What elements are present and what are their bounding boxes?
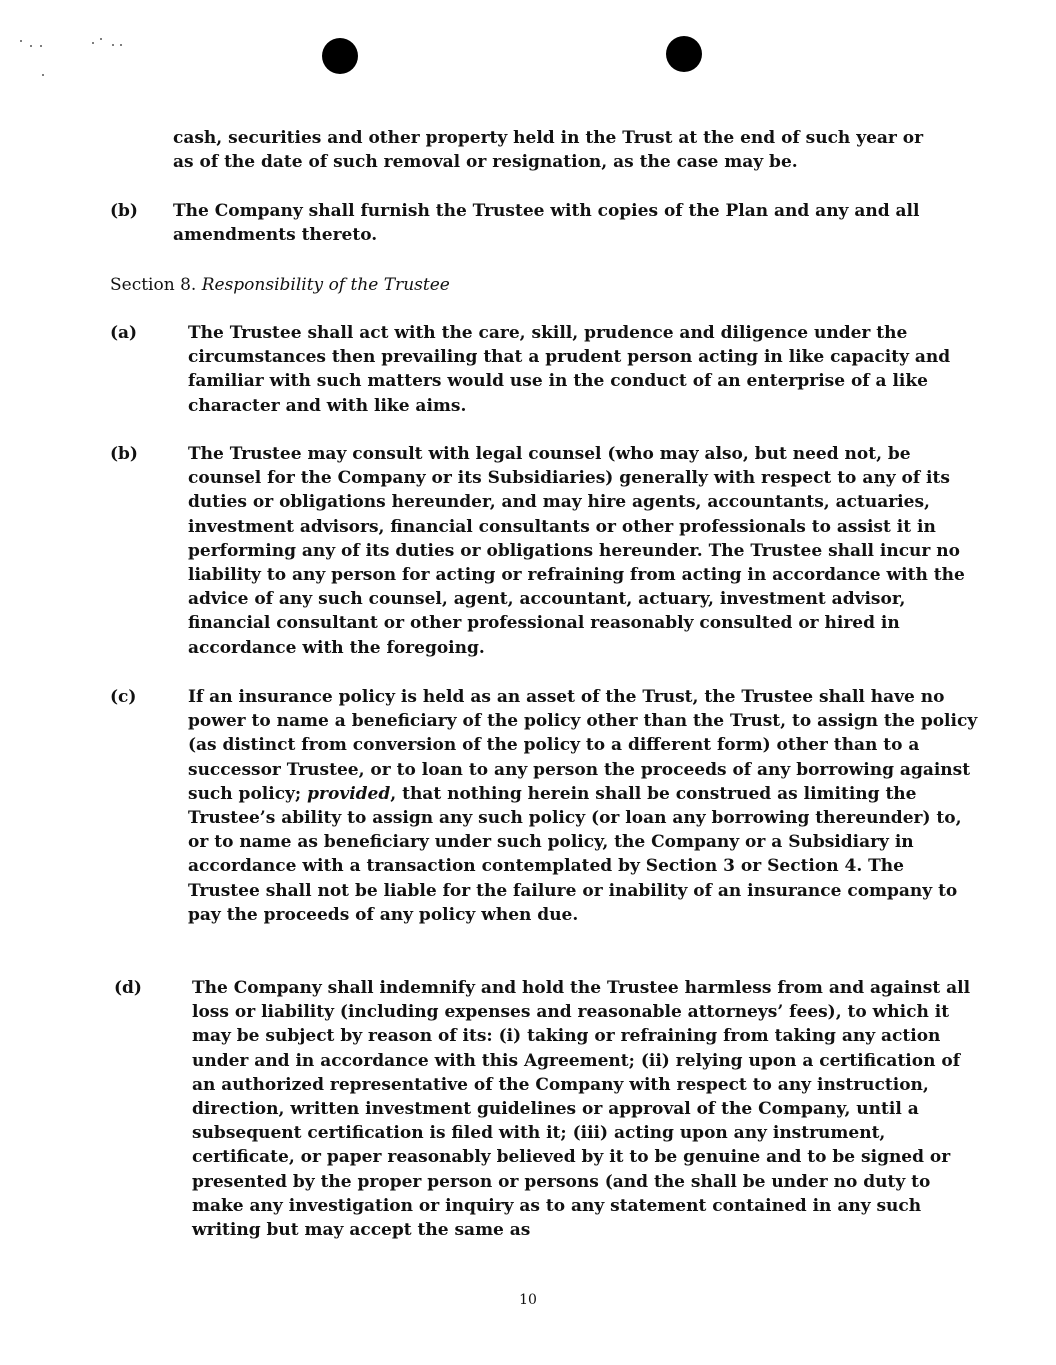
item-text: The Company shall furnish the Trustee with copies of the Plan and any and all amendments thereto. xyxy=(173,201,920,246)
scan-speck xyxy=(30,45,32,47)
continuation-paragraph xyxy=(173,126,973,174)
item-text-italic: provided xyxy=(307,783,391,804)
item-text: The Trustee may consult with legal counsel (who may also, but need not, be counsel for the Company or its Subsidiaries) generally with respect to any of its duties or obligations hereunder, and may hire agents, accountants, actuaries, investment advisors, financial consultants or other professionals to assist it in performing any of its duties or obligations hereunder. The Trustee shall incur no liability to any person for acting or refraining from acting in accordance with the advice of any such counsel, agent, accountant, actuary, investment advisor, financial consultant or other professional reasonably consulted or hired in accordance with the foregoing. xyxy=(188,444,965,658)
item-label: (c) xyxy=(110,687,137,707)
page-number: 10 xyxy=(519,1292,537,1308)
item-text: The Company shall indemnify and hold the Trustee harmless from and against all loss or liability (including expenses and reasonable attorneys’ fees), to which it may be subject by reason of its: (i) taking or refraining from taking any action under and in accordance with this Agreement; (ii) relying upon a certification of an authorized representative of the Company with respect to any instruction, direction, written investment guidelines or approval of the Company, until a subsequent certification is filed with it; (iii) acting upon any instrument, certificate, or paper reasonably believed by it to be genuine and to be signed or presented by the proper person or persons (and the shall be under no duty to make any investigation or inquiry as to any statement contained in any such writing but may accept the same as xyxy=(192,978,971,1241)
punch-hole-left xyxy=(322,38,358,74)
section-title: Responsibility of the Trustee xyxy=(201,275,450,295)
scan-speck xyxy=(120,44,122,46)
continuation-line-1: cash, securities and other property held in the Trust at the end of such year or xyxy=(173,128,924,148)
item-text-part: , that nothing herein shall be construed as limiting the Trustee’s ability to assign any such policy (or loan any borrowing thereunder) to, or to name as beneficiary under such policy, the Company or a Subsidiary in accordance with a transaction contemplated by Section 3 or Section 4. The Trustee shall not be liable for the failure or inability of an insurance company to pay the proceeds of any policy when due. xyxy=(188,783,962,925)
section-heading xyxy=(110,273,450,297)
item-label: (b) xyxy=(110,201,138,221)
scan-speck xyxy=(40,45,42,47)
scan-speck xyxy=(92,42,94,44)
section-number: Section 8. xyxy=(110,275,197,295)
scan-speck xyxy=(20,40,22,42)
item-label: (a) xyxy=(110,323,138,343)
scan-speck xyxy=(112,44,114,46)
scan-speck xyxy=(42,74,44,76)
scan-speck xyxy=(100,38,102,40)
item-text: The Trustee shall act with the care, skill, prudence and diligence under the circumstances then prevailing that a prudent person acting in like capacity and familiar with such matters would use in the conduct of an enterprise of a like character and with like aims. xyxy=(188,323,951,416)
item-label: (b) xyxy=(110,444,138,464)
item-text-part: If an insurance policy is held as an asset of the Trust, the Trustee shall have no power to name a beneficiary of the policy other than the Trust, to assign the policy (as distinct from conversion of the policy to a different form) other than to a successor Trustee, or to loan to any person the proceeds of any borrowing against such policy; xyxy=(188,687,978,804)
item-text xyxy=(188,685,978,927)
continuation-line-2: as of the date of such removal or resignation, as the case may be. xyxy=(173,152,798,173)
punch-hole-right xyxy=(666,36,702,72)
item-label: (d) xyxy=(114,978,142,998)
